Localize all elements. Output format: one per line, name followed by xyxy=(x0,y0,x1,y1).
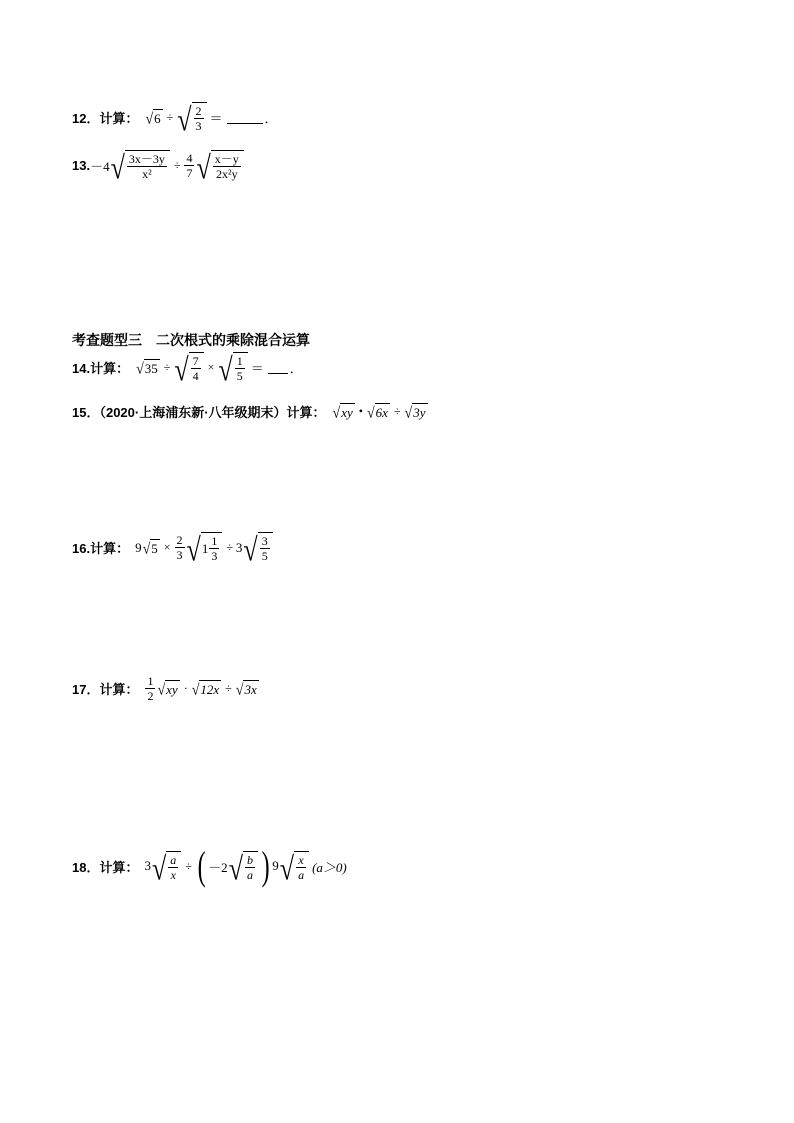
sqrt-two-thirds: √ $\frac{2}{3}$ xyxy=(177,102,206,133)
question-17-label: 17．计算： xyxy=(72,682,139,697)
question-12-label: 12．计算： xyxy=(72,111,139,126)
fraction-4-7: $\frac{4}{7}$ xyxy=(186,151,193,180)
question-18: 18．计算： 3 √ $\frac{a}{x}$ ÷ ( －2 √ $\frac{b}{a}$ ) 9 √ $\frac{x}{a}$ (a＞0) xyxy=(72,843,347,888)
question-13-label: 13. xyxy=(72,158,91,173)
question-14: 14.计算： √ 35 ÷ √ $\frac{7}{4}$ × √ $\frac{1}{5}$ ＝ ． xyxy=(72,351,303,389)
question-16-label: 16.计算： xyxy=(72,541,130,556)
question-15: 15．（2020·上海浦东新·八年级期末）计算： √ xy • √ 6x ÷ √ 3y xyxy=(72,404,426,422)
question-18-label: 18．计算： xyxy=(72,859,139,875)
answer-blank xyxy=(227,111,263,124)
sqrt-fraction-1: √ $\frac{3x-3y}{\text{x²}}$ xyxy=(111,150,170,181)
question-16: 16.计算： 9 √ 5 × $\frac{2}{3}$ √ 1 $\frac{1}{3}$ ÷ 3 √ $\frac{3}{5}$ xyxy=(72,532,274,563)
section-heading: 考查题型三 二次根式的乘除混合运算 xyxy=(72,332,310,348)
answer-blank xyxy=(268,361,288,374)
question-15-label: 15．（2020·上海浦东新·八年级期末）计算： xyxy=(72,405,326,420)
sqrt-fraction-2: √ $\frac{x-y}{\text{2x²y}}$ xyxy=(196,150,243,181)
question-17: 17．计算： $\frac{1}{2}$ √ xy · √ 12x ÷ √ 3x xyxy=(72,674,257,703)
question-14-label: 14.计算： xyxy=(72,361,130,376)
sqrt-6: √ 6 xyxy=(145,110,161,128)
question-13: 13. －4 √ $\frac{3x-3y}{\text{x²}}$ ÷ $\frac{4}{7}$ √ $\frac{x-y}{\text{2x²y}}$ xyxy=(72,150,245,181)
question-12: 12．计算： √ 6 ÷ √ $\frac{2}{3}$ ＝ ． xyxy=(72,101,278,139)
